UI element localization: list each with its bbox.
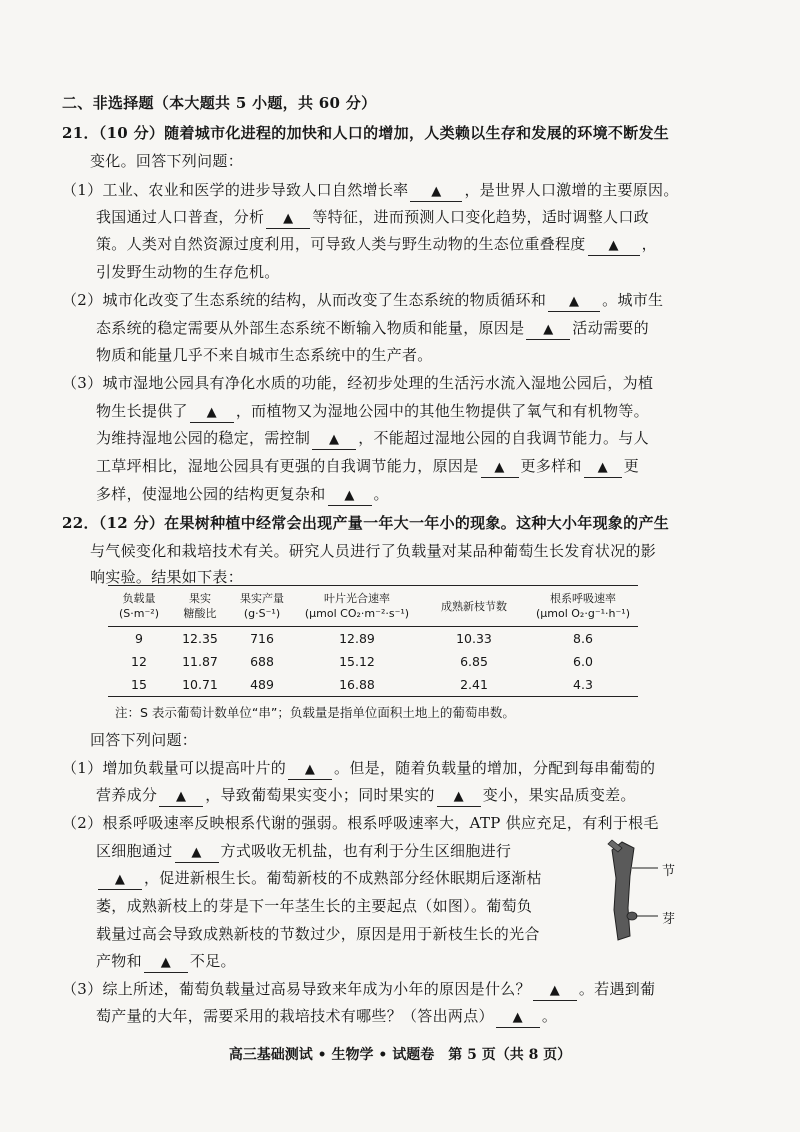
table-cell: 9 [135,631,143,646]
q21-2-text-c: 态系统的稳定需要从外部生态系统不断输入物质和能量，原因是 [96,319,525,337]
answer-blank[interactable]: ▲ [288,761,332,780]
q21-3-text-b: ，而植物又为湿地公园中的其他生物提供了氧气和有机物等。 [235,402,649,420]
q22-3-text-c: 萄产量的大年，需要采用的栽培技术有哪些？（答出两点） [96,1007,494,1025]
q21-3-text-e: 工草坪相比，湿地公园具有更强的自我调节能力，原因是 [96,457,479,475]
grape-branch-icon [588,838,698,948]
answer-blank[interactable]: ▲ [548,293,600,312]
q21-1-text-e: 策。人类对自然资源过度利用，可导致人类与野生动物的生态位重叠程度 [96,235,586,253]
answer-blank[interactable]: ▲ [328,487,372,506]
answer-blank[interactable]: ▲ [437,788,481,807]
q22-2-line-3 [96,868,542,890]
q22-2-line-2 [96,841,511,863]
q21-1-line-2 [96,207,649,229]
answer-blank[interactable]: ▲ [526,321,570,340]
q21-2-line-2 [96,318,649,340]
q21-3-line-2 [96,401,649,423]
q21-3-text-i: 。 [373,485,389,503]
table-cell: 16.88 [339,677,375,692]
table-cell: 6.0 [573,654,593,669]
q21-1-text-d: 等特征，进而预测人口变化趋势，适时调整人口政 [312,208,649,226]
table-row [108,627,638,650]
q21-3-line-5 [96,484,389,506]
bud-label: 芽 [662,912,676,927]
q21-3-text-h: 多样，使湿地公园的结构更复杂和 [96,485,326,503]
table-cell: 716 [250,631,274,646]
table-header-cell: 叶片光合速率 (μmol CO₂·m⁻²·s⁻¹) [304,592,410,620]
q21-2-text-a: （2）城市化改变了生态系统的结构，从而改变了生态系统的物质循环和 [62,291,547,309]
answer-blank[interactable]: ▲ [159,788,203,807]
table-cell: 6.85 [460,654,488,669]
q22-1-text-b: 。但是，随着负载量的增加，分配到每串葡萄的 [334,759,656,777]
node-label: 节 [662,864,676,879]
answer-blank[interactable]: ▲ [266,210,310,229]
answer-blank[interactable]: ▲ [190,404,234,423]
table-cell: 12.35 [182,631,218,646]
answer-blank[interactable]: ▲ [144,954,188,973]
data-table [108,585,638,697]
answer-blank[interactable]: ▲ [410,183,462,202]
q22-3-text-b: 。若遇到葡 [578,980,656,998]
table-header-cell: 负载量 (S·m⁻²) [119,592,159,620]
q22-2-line-1: （2）根系呼吸速率反映根系代谢的强弱。根系呼吸速率大，ATP 供应充足，有利于根毛 [62,814,659,832]
q21-line-2: 变化。回答下列问题： [90,152,244,170]
q22-2-text-b: 方式吸收无机盐，也有利于分生区细胞进行 [220,842,512,860]
table-cell: 11.87 [182,654,218,669]
table-cell: 10.33 [456,631,492,646]
table-header-cell: 成熟新枝节数 [441,599,507,613]
table-header-cell: 果实产量 (g·S⁻¹) [240,592,284,620]
q22-3-line-1 [62,979,655,1001]
q21-3-text-c: 为维持湿地公园的稳定，需控制 [96,429,311,447]
q22-3-text-d: 。 [541,1007,558,1025]
table-cell: 12 [131,654,147,669]
table-header-cell: 果实 糖酸比 [183,592,217,620]
q21-1-text-b: ，是世界人口激增的主要原因。 [464,181,679,199]
answer-blank[interactable]: ▲ [533,982,577,1001]
table-note: 注：S 表示葡萄计数单位“串”；负载量是指单位面积土地上的葡萄串数。 [115,705,515,720]
q22-2-line-4: 萎，成熟新枝上的芽是下一年茎生长的主要起点（如图）。葡萄负 [96,897,533,915]
q22-1-text-c: 营养成分 [96,786,158,804]
q22-answer-prompt: 回答下列问题： [90,731,198,749]
q21-1-text-c: 我国通过人口普查，分析 [96,208,265,226]
q21-3-text-f: 更多样和 [520,457,582,475]
q21-1-text-a: （1）工业、农业和医学的进步导致人口自然增长率 [62,181,409,199]
table-cell: 4.3 [573,677,593,692]
table-cell: 688 [250,654,274,669]
table-cell: 15 [131,677,147,692]
q22-2-line-5: 载量过高会导致成熟新枝的节数过少，原因是用于新枝生长的光合 [96,925,540,943]
section-heading: 二、非选择题（本大题共 5 小题，共 60 分） [62,94,377,112]
q22-line-1: 22．（12 分）在果树种植中经常会出现产量一年大一年小的现象。这种大小年现象的产生 [62,514,670,532]
q22-3-text-a: （3）综上所述，葡萄负载量过高易导致来年成为小年的原因是什么？ [62,980,531,998]
q22-line-3: 响实验。结果如下表： [90,568,244,586]
q21-3-line-1: （3）城市湿地公园具有净化水质的功能，经初步处理的生活污水流入湿地公园后，为植 [62,374,654,392]
page-footer: 高三基础测试 • 生物学 • 试题卷 第 5 页（共 8 页） [228,1047,572,1063]
q21-3-line-4 [96,456,639,478]
table-cell: 489 [250,677,274,692]
q21-1-line-4: 引发野生动物的生存危机。 [96,263,280,281]
table-header-row [108,586,638,627]
table-cell: 12.89 [339,631,375,646]
q21-2-line-3: 物质和能量几乎不来自城市生态系统中的生产者。 [96,346,433,364]
answer-blank[interactable]: ▲ [584,459,622,478]
q21-1-line-1 [62,180,679,202]
grape-branch-figure [588,838,698,952]
answer-blank[interactable]: ▲ [496,1009,540,1028]
q21-2-line-1 [62,290,663,312]
q21-2-text-b: 。城市生 [602,291,664,309]
q21-3-text-g: 更 [623,457,640,475]
answer-blank[interactable]: ▲ [588,237,640,256]
q22-2-text-a: 区细胞通过 [96,842,173,860]
q22-line-2: 与气候变化和栽培技术有关。研究人员进行了负载量对某品种葡萄生长发育状况的影 [90,542,657,560]
q22-1-text-a: （1）增加负载量可以提高叶片的 [62,759,287,777]
table-cell: 10.71 [182,677,218,692]
table-row [108,650,638,673]
q22-2-line-6 [96,951,236,973]
q22-1-text-e: 变小，果实品质变差。 [482,786,636,804]
q21-line-1: 21．（10 分）随着城市化进程的加快和人口的增加，人类赖以生存和发展的环境不断发生 [62,124,670,142]
table-cell: 8.6 [573,631,593,646]
q21-2-text-d: 活动需要的 [572,319,649,337]
q21-3-text-a: 物生长提供了 [96,402,188,420]
q22-2-text-c: ，促进新根生长。葡萄新枝的不成熟部分经休眠期后逐渐枯 [144,869,542,887]
q22-2-text-e: 不足。 [189,952,236,970]
table-header-cell: 根系呼吸速率 (μmol O₂·g⁻¹·h⁻¹) [535,592,631,620]
q22-1-line-1 [62,758,655,780]
q21-1-line-3 [96,234,657,256]
q22-3-line-2 [96,1006,557,1028]
table-cell: 2.41 [460,677,488,692]
table-row [108,673,638,696]
q21-3-text-d: ，不能超过湿地公园的自我调节能力。与人 [358,429,649,447]
answer-blank[interactable]: ▲ [312,431,356,450]
q22-1-line-2 [96,785,636,807]
q22-1-text-d: ，导致葡萄果实变小；同时果实的 [205,786,435,804]
answer-blank[interactable]: ▲ [481,459,519,478]
q21-3-line-3 [96,428,649,450]
answer-blank[interactable]: ▲ [98,871,142,890]
table-cell: 15.12 [339,654,375,669]
q21-1-text-f: ， [641,235,657,253]
q22-2-text-d: 产物和 [96,952,142,970]
answer-blank[interactable]: ▲ [175,844,219,863]
